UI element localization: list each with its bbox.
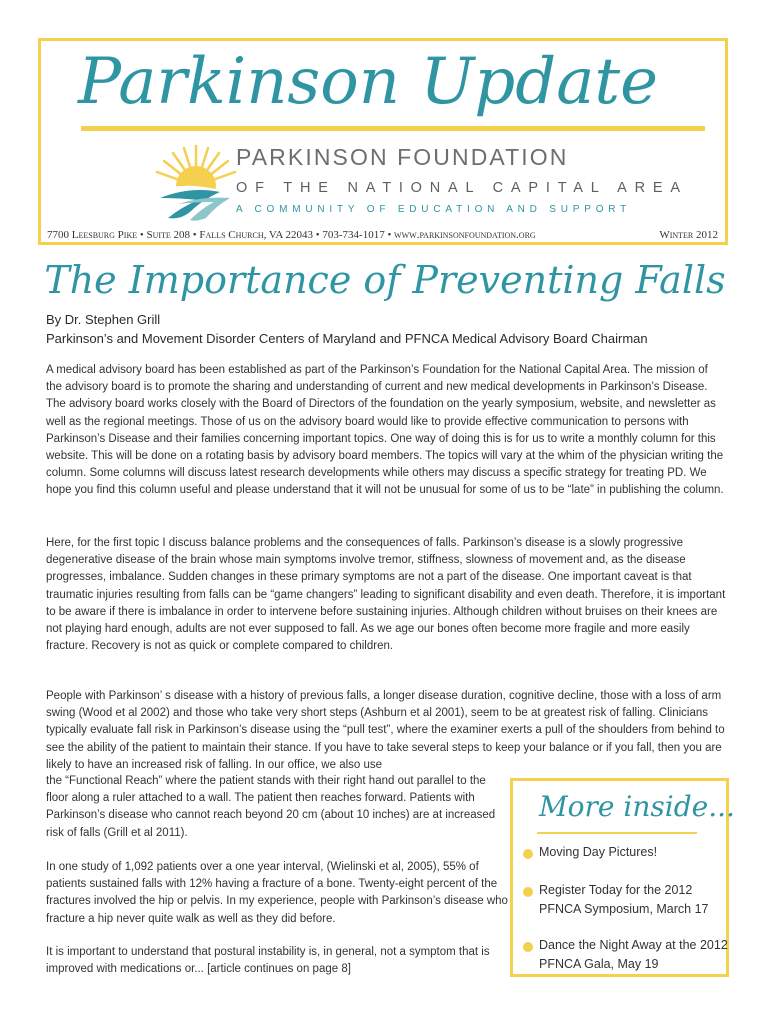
article-headline: The Importance of Preventing Falls: [44, 258, 726, 302]
issue-date: Winter 2012: [659, 229, 718, 241]
byline: [46, 310, 736, 348]
more-inside-underline: [537, 832, 697, 834]
sidebar-item-text: Dance the Night Away at the 2012 PFNCA Gala, May 19: [539, 938, 728, 971]
title-underline: [81, 126, 705, 131]
article-paragraph: People with Parkinson’ s disease with a history of previous falls, a longer disease duration, cognitive decline, those with a loss of arm swing (Wood et al 2002) and those who take very short steps (Ashburn et al 2001), seem to be at greatest risk of falling. Clinicians typically evaluate fall risk in Parkinson’s disease using the “pull test”, where the examiner exerts a pull of the shoulders from behind to see the ability of the patient to maintain their stance. If you have to take several steps to keep your balance or if you fall, then you are likely to have an increased risk of falling. In our office, we also use: [46, 690, 725, 771]
sidebar-item-text: Moving Day Pictures!: [539, 845, 658, 859]
article-paragraph: the “Functional Reach” where the patient stands with their right hand out parallel to the floor along a ruler attached to a wall. The patient then reaches forward. Patients with Parkinson’s disease who cannot reach beyond 20 cm (about 10 inches) are at increased risk of falls (Grill et al 2011).: [46, 775, 496, 839]
sun-river-logo-icon: [150, 142, 242, 222]
org-tagline: A COMMUNITY OF EDUCATION AND SUPPORT: [236, 204, 632, 215]
author-name: By Dr. Stephen Grill: [46, 312, 161, 327]
org-subtitle: OF THE NATIONAL CAPITAL AREA: [236, 180, 688, 196]
article-paragraph: In one study of 1,092 patients over a one year interval, (Wielinski et al, 2005), 55% of patients sustained falls with 12% having a fracture of a bone. Twenty-eight percent of the fractures involved the hip or pelvis. In my experience, people with Parkinson’s disease who fracture a hip never quite walk as well as they did before.: [46, 861, 508, 925]
contact-address: 7700 Leesburg Pike • Suite 208 • Falls Church, VA 22043 • 703-734-1017 • www.parkinsonfoundation.org: [47, 229, 536, 241]
org-name: PARKINSON FOUNDATION: [236, 144, 569, 170]
newsletter-title: Parkinson Update: [78, 45, 658, 119]
article-paragraph: Here, for the first topic I discuss balance problems and the consequences of falls. Parkinson’s disease is a slowly progressive degenerative disease of the brain whose main symptoms involve tremor, stiffness, slowness of movement and, as the disease progresses, imbalance. Sudden changes in these primary symptoms are not a part of the disease. One important caveat is that traumatic injuries resulting from falls can be “game changers” leading to significant disability and even death. Therefore, it is important to be aware if there is imbalance in order to intervene before sustaining injuries. Although children without bruises on their knees are not playing hard enough, adults are not ever supposed to fall. As we age our bones often become more fragile and more easily fracture. Recovery is not as quick or complete compared to children.: [46, 537, 726, 653]
sidebar-item-text: Register Today for the 2012 PFNCA Symposium, March 17: [539, 883, 709, 916]
article-paragraph: A medical advisory board has been established as part of the Parkinson’s Foundation for the National Capital Area. The mission of the advisory board is to promote the sharing and understanding of current and new medical developments in Parkinson’s Disease. The advisory board works closely with the Board of Directors of the foundation on the yearly symposium, website, and newsletter as well as the regional meetings. Those of us on the advisory board would like to provide effective communication to persons with Parkinson’s Disease and their families concerning important topics. One way of doing this is for us to write a monthly column for this website. This will be done on a rotating basis by advisory board members. The topics will vary at the whim of the physician writing the column. Some columns will discuss latest research developments while others may discuss a specific strategy for treating PD. We hope you find this column useful and please understand that it will not be unusual for some of us to be “late” in publishing the column.: [46, 364, 724, 497]
more-inside-title: More inside...: [539, 790, 735, 823]
bullet-icon: [523, 887, 533, 897]
bullet-icon: [523, 942, 533, 952]
more-inside-box: [510, 778, 735, 977]
author-affiliation: Parkinson’s and Movement Disorder Centers of Maryland and PFNCA Medical Advisory Board Chairman: [46, 331, 648, 346]
bullet-icon: [523, 849, 533, 859]
article-paragraph: It is important to understand that postural instability is, in general, not a symptom that is improved with medications or... [article continues on page 8]: [46, 946, 490, 976]
